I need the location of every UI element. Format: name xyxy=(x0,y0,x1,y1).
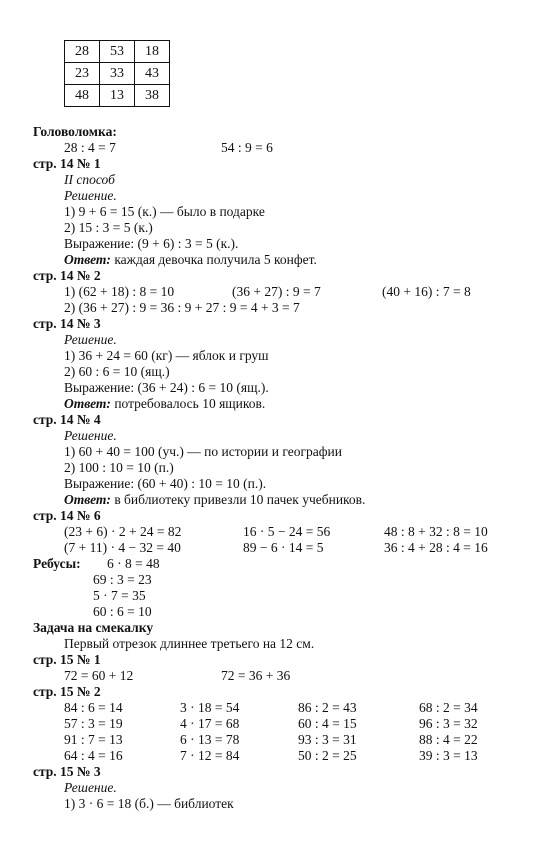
equation: 48 : 8 + 32 : 8 = 10 xyxy=(384,524,488,539)
equation: 6 · 8 = 48 xyxy=(107,556,160,571)
section-heading-15-3: стр. 15 № 3 xyxy=(33,764,101,779)
square-cell: 18 xyxy=(135,41,170,63)
smekalka-text: Первый отрезок длиннее третьего на 12 см. xyxy=(64,636,315,651)
equation: 72 = 60 + 12 xyxy=(64,668,134,683)
equation: 84 : 6 = 14 xyxy=(64,700,123,715)
answer-line xyxy=(64,252,317,268)
equation: 86 : 2 = 43 xyxy=(298,700,357,715)
equation: (23 + 6) · 2 + 24 = 82 xyxy=(64,524,182,539)
equation: 91 : 7 = 13 xyxy=(64,732,123,747)
solution-label: Решение. xyxy=(64,188,117,203)
expression-line: Выражение: (60 + 40) : 10 = 10 (п.). xyxy=(64,476,267,491)
solution-step: 2) 100 : 10 = 10 (п.) xyxy=(64,460,174,475)
answer-text: каждая девочка получила 5 конфет. xyxy=(110,252,317,267)
equation: 36 : 4 + 28 : 4 = 16 xyxy=(384,540,488,555)
section-heading-14-6: стр. 14 № 6 xyxy=(33,508,101,523)
equation: (40 + 16) : 7 = 8 xyxy=(382,284,471,299)
section-heading-14-2: стр. 14 № 2 xyxy=(33,268,101,283)
rebus-heading: Ребусы: xyxy=(33,556,81,571)
section-heading-14-1: стр. 14 № 1 xyxy=(33,156,101,171)
equation: 6 · 13 = 78 xyxy=(180,732,240,747)
square-cell: 28 xyxy=(65,41,100,63)
answer-line xyxy=(64,396,265,412)
equation: 69 : 3 = 23 xyxy=(93,572,152,587)
equation: 4 · 17 = 68 xyxy=(180,716,240,731)
equation: 93 : 3 = 31 xyxy=(298,732,357,747)
solution-step: 1) 9 + 6 = 15 (к.) — было в подарке xyxy=(64,204,265,219)
section-heading-14-3: стр. 14 № 3 xyxy=(33,316,101,331)
section-heading-15-2: стр. 15 № 2 xyxy=(33,684,101,699)
solution-step: 1) 36 + 24 = 60 (кг) — яблок и груш xyxy=(64,348,269,363)
square-cell: 48 xyxy=(65,85,100,107)
answer-text: в библиотеку привезли 10 пачек учебников. xyxy=(110,492,366,507)
equation: (36 + 27) : 9 = 7 xyxy=(232,284,321,299)
square-cell: 43 xyxy=(135,63,170,85)
equation: 60 : 4 = 15 xyxy=(298,716,357,731)
puzzle-heading: Головоломка: xyxy=(33,124,117,139)
equation: 50 : 2 = 25 xyxy=(298,748,357,763)
section-heading-15-1: стр. 15 № 1 xyxy=(33,652,101,667)
table-row xyxy=(65,85,170,107)
puzzle-line-b: 54 : 9 = 6 xyxy=(221,140,273,155)
solution-step: 2) 15 : 3 = 5 (к.) xyxy=(64,220,153,235)
equation: 64 : 4 = 16 xyxy=(64,748,123,763)
equation: 60 : 6 = 10 xyxy=(93,604,152,619)
method-label: II способ xyxy=(64,172,115,187)
expression-line: Выражение: (9 + 6) : 3 = 5 (к.). xyxy=(64,236,239,251)
table-row xyxy=(65,41,170,63)
puzzle-line-a: 28 : 4 = 7 xyxy=(64,140,116,155)
equation: 5 · 7 = 35 xyxy=(93,588,146,603)
equation: 1) (62 + 18) : 8 = 10 xyxy=(64,284,175,299)
equation: 3 · 18 = 54 xyxy=(180,700,240,715)
magic-square xyxy=(64,40,170,107)
answer-label: Ответ: xyxy=(64,252,111,267)
answer-label: Ответ: xyxy=(64,492,111,507)
square-cell: 33 xyxy=(100,63,135,85)
solution-label: Решение. xyxy=(64,332,117,347)
equation: 39 : 3 = 13 xyxy=(419,748,478,763)
equation: 16 · 5 − 24 = 56 xyxy=(243,524,331,539)
equation: 89 − 6 · 14 = 5 xyxy=(243,540,324,555)
solution-label: Решение. xyxy=(64,428,117,443)
equation: 2) (36 + 27) : 9 = 36 : 9 + 27 : 9 = 4 + 3 = 7 xyxy=(64,300,300,315)
answer-label: Ответ: xyxy=(64,396,111,411)
equation: 88 : 4 = 22 xyxy=(419,732,478,747)
solution-step: 1) 60 + 40 = 100 (уч.) — по истории и географии xyxy=(64,444,342,459)
solution-label: Решение. xyxy=(64,780,117,795)
answer-line xyxy=(64,492,365,508)
square-cell: 13 xyxy=(100,85,135,107)
solution-step: 1) 3 · 6 = 18 (б.) — библиотек xyxy=(64,796,234,811)
square-cell: 38 xyxy=(135,85,170,107)
equation: (7 + 11) · 4 − 32 = 40 xyxy=(64,540,181,555)
equation: 72 = 36 + 36 xyxy=(221,668,291,683)
square-cell: 23 xyxy=(65,63,100,85)
smekalka-heading: Задача на смекалку xyxy=(33,620,154,635)
answer-text: потребовалось 10 ящиков. xyxy=(110,396,266,411)
square-cell: 53 xyxy=(100,41,135,63)
table-row xyxy=(65,63,170,85)
equation: 57 : 3 = 19 xyxy=(64,716,123,731)
equation: 7 · 12 = 84 xyxy=(180,748,240,763)
solution-step: 2) 60 : 6 = 10 (ящ.) xyxy=(64,364,170,379)
equation: 96 : 3 = 32 xyxy=(419,716,478,731)
equation: 68 : 2 = 34 xyxy=(419,700,478,715)
section-heading-14-4: стр. 14 № 4 xyxy=(33,412,101,427)
expression-line: Выражение: (36 + 24) : 6 = 10 (ящ.). xyxy=(64,380,269,395)
